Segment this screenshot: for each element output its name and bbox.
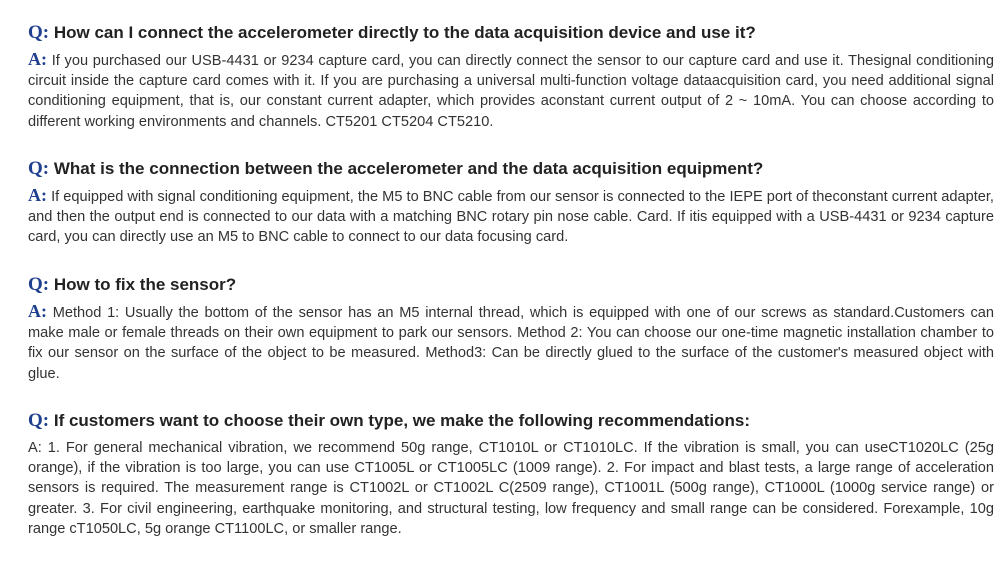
question-text: How can I connect the accelerometer directly to the data acquisition device and use it? <box>53 23 756 42</box>
answer-marker: A: <box>28 49 47 69</box>
faq-answer-1 <box>28 49 994 132</box>
faq-item-1 <box>28 22 994 132</box>
faq-question-1 <box>28 22 994 44</box>
faq-item-4 <box>28 410 994 539</box>
answer-text: If equipped with signal conditioning equipment, the M5 to BNC cable from our sensor is connected to the IEPE port of theconstant current adapter, and then the output end is connected to our data with a matching BNC rotary pin nose cable. Card. If itis equipped with a USB-4431 or 9234 capture card, you can directly use an M5 to BNC cable to connect to our data focusing card. <box>28 189 994 246</box>
answer-text: A: 1. For general mechanical vibration, we recommend 50g range, CT1010L or CT1010LC. If the vibration is small, you can useCT1020LC (25g orange), if the vibration is too large, you can use CT1005L or CT1005LC (1009 range). 2. For impact and blast tests, a large range of acceleration sensors is required. The measurement range is CT1002L or CT1002L C(2509 range), CT1001L (500g range), CT1000L (1000g service range) or greater. 3. For civil engineering, earthquake monitoring, and structural testing, low frequency and small range can be considered. Forexample, 10g range cT1050LC, 5g orange CT1100LC, or smaller range. <box>28 440 994 537</box>
answer-text: Method 1: Usually the bottom of the sensor has an M5 internal thread, which is equipped with one of our screws as standard.Customers can make male or female threads on their own equipment to park our sensors. Method 2: You can choose our one-time magnetic installation chamber to fix our sensor on the surface of the object to be measured. Method3: Can be directly glued to the surface of the customer's measured object with glue. <box>28 305 994 382</box>
faq-answer-3 <box>28 301 994 384</box>
question-marker: Q: <box>28 274 50 295</box>
question-marker: Q: <box>28 410 50 431</box>
faq-answer-2 <box>28 185 994 248</box>
answer-text: If you purchased our USB-4431 or 9234 capture card, you can directly connect the sensor to our capture card and use it. Thesignal conditioning circuit inside the capture card comes with it. If you are purchasing a universal multi-function voltage dataacquisition card, you need additional signal conditioning equipment, that is, our constant current adapter, which provides aconstant current output of 2 ~ 10mA. You can choose according to different working environments and channels. CT5201 CT5204 CT5210. <box>28 53 994 130</box>
question-text: What is the connection between the accelerometer and the data acquisition equipment? <box>53 159 764 178</box>
faq-item-2 <box>28 158 994 248</box>
question-text: How to fix the sensor? <box>53 275 237 294</box>
faq-question-3 <box>28 274 994 296</box>
question-text: If customers want to choose their own type, we make the following recommendations: <box>53 411 751 430</box>
answer-marker: A: <box>28 301 47 321</box>
faq-question-4 <box>28 410 994 432</box>
faq-question-2 <box>28 158 994 180</box>
answer-marker: A: <box>28 185 47 205</box>
faq-answer-4 <box>28 438 994 539</box>
question-marker: Q: <box>28 22 50 43</box>
faq-item-3 <box>28 274 994 384</box>
question-marker: Q: <box>28 158 50 179</box>
